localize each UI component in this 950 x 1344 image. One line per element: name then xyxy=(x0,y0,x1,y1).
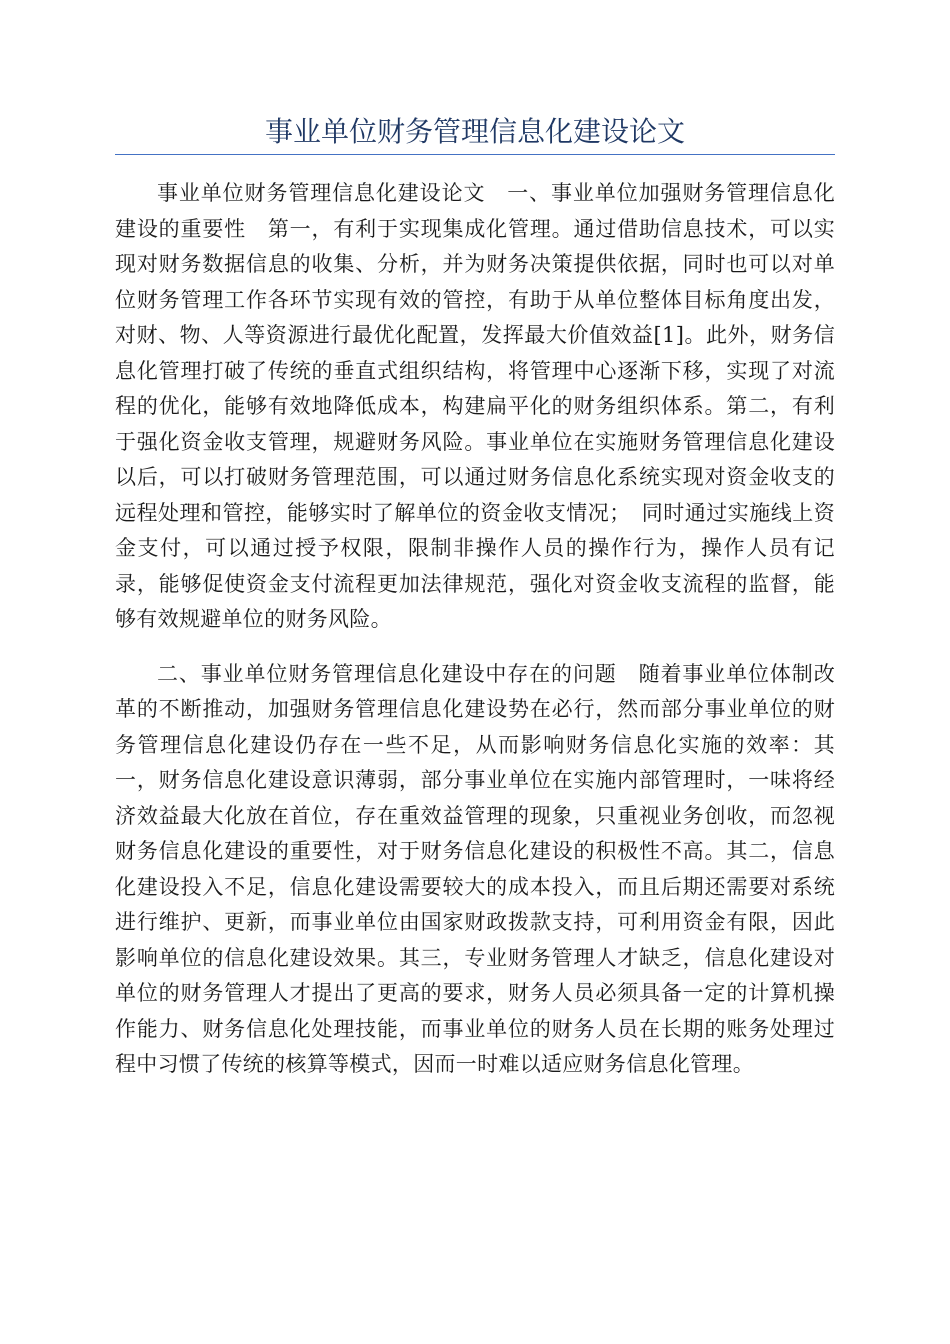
document-body xyxy=(115,176,835,1083)
page-title: 事业单位财务管理信息化建设论文 xyxy=(264,115,685,148)
paragraph-importance: 事业单位财务管理信息化建设论文 一、事业单位加强财务管理信息化建设的重要性 第一，有利于实现集成化管理。通过借助信息技术，可以实现对财务数据信息的收集、分析，并为财务决策提供依据，同时也可以对单位财务管理工作各环节实现有效的管控，有助于从单位整体目标角度出发，对财、物、人等资源进行最优化配置，发挥最大价值效益[1]。此外，财务信息化管理打破了传统的垂直式组织结构，将管理中心逐渐下移，实现了对流程的优化，能够有效地降低成本，构建扁平化的财务组织体系。第二，有利于强化资金收支管理，规避财务风险。事业单位在实施财务管理信息化建设以后，可以打破财务管理范围，可以通过财务信息化系统实现对资金收支的远程处理和管控，能够实时了解单位的资金收支情况； 同时通过实施线上资金支付，可以通过授予权限，限制非操作人员的操作行为，操作人员有记录，能够促使资金支付流程更加法律规范，强化对资金收支流程的监督，能够有效规避单位的财务风险。 xyxy=(115,181,835,631)
title-underline xyxy=(115,154,835,155)
paragraph-problems: 二、事业单位财务管理信息化建设中存在的问题 随着事业单位体制改革的不断推动，加强财务管理信息化建设势在必行，然而部分事业单位的财务管理信息化建设仍存在一些不足，从而影响财务信息化实施的效率：其一，财务信息化建设意识薄弱，部分事业单位在实施内部管理时，一味将经济效益最大化放在首位，存在重效益管理的现象，只重视业务创收，而忽视财务信息化建设的重要性，对于财务信息化建设的积极性不高。其二，信息化建设投入不足，信息化建设需要较大的成本投入，而且后期还需要对系统进行维护、更新，而事业单位由国家财政拨款支持，可利用资金有限，因此影响单位的信息化建设效果。其三，专业财务管理人才缺乏，信息化建设对单位的财务管理人才提出了更高的要求，财务人员必须具备一定的计算机操作能力、财务信息化处理技能，而事业单位的财务人员在长期的账务处理过程中习惯了传统的核算等模式，因而一时难以适应财务信息化管理。 xyxy=(115,661,835,1076)
